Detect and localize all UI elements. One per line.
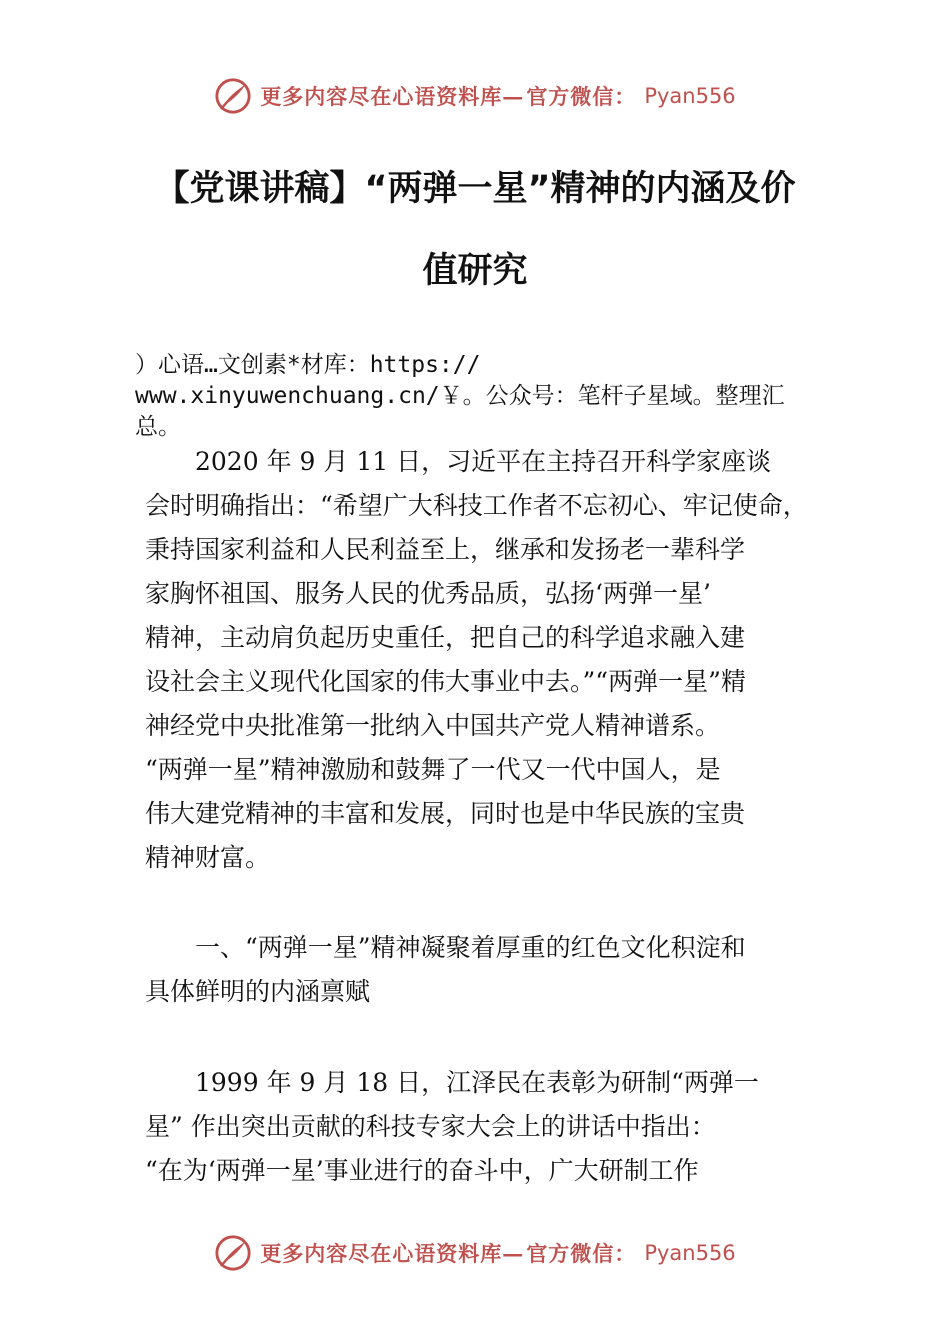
source-note xyxy=(135,350,845,443)
title-line-1: 【党课讲稿】“两弹一星”精神的内涵及价 xyxy=(154,169,796,209)
text-line: 秉持国家利益和人民利益至上，继承和发扬老一辈科学 xyxy=(145,535,746,564)
text-line: 会时明确指出：“希望广大科技工作者不忘初心、牢记使命， xyxy=(145,491,808,520)
text-line: 星” 作出突出贡献的科技专家大会上的讲话中指出： xyxy=(145,1112,716,1141)
banner-contact-id: Pyan556 xyxy=(644,1241,736,1265)
banner-contact-id: Pyan556 xyxy=(644,84,736,108)
source-line-3: 总。 xyxy=(135,414,181,440)
banner-text: 更多内容尽在心语资料库— xyxy=(260,84,525,109)
section-heading-1 xyxy=(145,926,825,1014)
text-line: “两弹一星”精神激励和鼓舞了一代又一代中国人，是 xyxy=(145,755,721,784)
text-line: 家胸怀祖国、服务人民的优秀品质，弘扬‘两弹一星’ xyxy=(145,579,711,608)
title-line-2: 值研究 xyxy=(422,251,528,291)
quill-logo-icon xyxy=(214,77,252,115)
text-line: 1999 年 9 月 18 日，江泽民在表彰为研制“两弹一 xyxy=(145,1068,759,1097)
text-line: “在为‘两弹一星’事业进行的奋斗中，广大研制工作 xyxy=(145,1156,699,1185)
source-line-1: ）心语…文创素*材库：https:// xyxy=(135,352,481,378)
banner-contact-label: 官方微信： xyxy=(526,84,637,109)
header-banner xyxy=(0,72,950,120)
text-line: 一、“两弹一星”精神凝聚着厚重的红色文化积淀和 xyxy=(145,933,746,962)
text-line: 精神财富。 xyxy=(145,843,271,872)
text-line: 设社会主义现代化国家的伟大事业中去。”“两弹一星”精 xyxy=(145,667,746,696)
text-line: 神经党中央批准第一批纳入中国共产党人精神谱系。 xyxy=(145,711,721,740)
text-line: 精神，主动肩负起历史重任，把自己的科学追求融入建 xyxy=(145,623,746,652)
text-line: 2020 年 9 月 11 日，习近平在主持召开科学家座谈 xyxy=(145,447,772,476)
banner-text: 更多内容尽在心语资料库— xyxy=(260,1241,525,1266)
text-line: 伟大建党精神的丰富和发展，同时也是中华民族的宝贵 xyxy=(145,799,746,828)
paragraph-quote xyxy=(145,1061,825,1193)
footer-banner xyxy=(0,1229,950,1277)
banner-contact-label: 官方微信： xyxy=(526,1241,637,1266)
paragraph-intro xyxy=(145,440,825,880)
document-title xyxy=(90,148,860,312)
text-line: 具体鲜明的内涵禀赋 xyxy=(145,977,371,1006)
source-line-2: www.xinyuwenchuang.cn/￥。公众号：笔杆子星域。整理汇 xyxy=(135,383,785,409)
quill-logo-icon xyxy=(214,1234,252,1272)
